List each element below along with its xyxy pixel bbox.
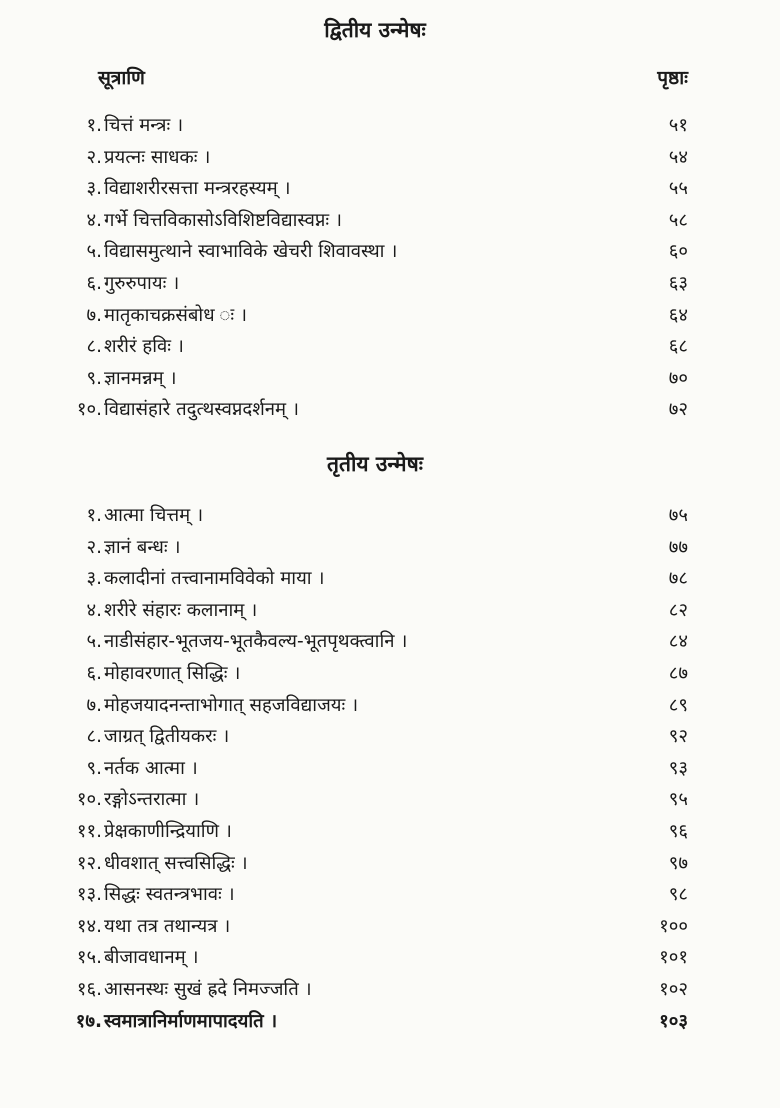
toc-entry <box>0 721 780 753</box>
sutra-text: सिद्धः स्वतन्त्रभावः । <box>104 884 235 906</box>
toc-entry <box>0 1006 780 1038</box>
sutra-text: स्वमात्रानिर्माणमापादयति । <box>104 1010 278 1032</box>
toc-entry <box>0 879 780 911</box>
toc-entry <box>0 911 780 943</box>
entry-number: १. <box>86 115 102 136</box>
page-number: ७२ <box>668 399 688 421</box>
page-number: १०२ <box>659 978 688 1000</box>
page-number: ५५ <box>668 178 688 200</box>
toc-entry <box>0 626 780 658</box>
entry-number: ५. <box>86 631 102 653</box>
page-number: ६४ <box>668 304 688 326</box>
entry-number: ११. <box>76 820 102 842</box>
sutra-text: चित्तं मन्त्रः । <box>104 115 184 136</box>
sutra-text: आसनस्थः सुखं ह्रदे निमज्जति । <box>104 978 312 1000</box>
sutra-text: शरीरे संहारः कलानाम् । <box>104 599 258 621</box>
sutra-text: यथा तत्र तथान्यत्र । <box>104 915 231 937</box>
sutra-text: धीवशात् सत्त्वसिद्धिः । <box>104 852 248 874</box>
entry-number: २. <box>86 536 102 558</box>
toc-entry <box>0 205 780 237</box>
sutra-list-section-3 <box>0 500 780 1037</box>
sutra-text: रङ्गोऽन्तरात्मा । <box>104 789 200 811</box>
entry-number: १४. <box>76 915 102 937</box>
toc-entry <box>0 394 780 426</box>
toc-entry <box>0 942 780 974</box>
sutra-text: मातृकाचक्रसंबोध ः । <box>104 304 248 326</box>
sutra-text: ज्ञानमन्नम् । <box>104 367 177 389</box>
page-number: ६३ <box>668 272 688 294</box>
sutra-text: आत्मा चित्तम् । <box>104 505 204 526</box>
toc-entry <box>0 268 780 300</box>
sutra-text: मोहावरणात् सिद्धिः । <box>104 662 241 684</box>
toc-entry <box>0 142 780 174</box>
page-number: ९२ <box>668 726 688 748</box>
entry-number: ८. <box>86 336 102 358</box>
entry-number: ६. <box>86 272 102 294</box>
page-number: ९५ <box>668 789 688 811</box>
page-number: ८२ <box>668 599 688 621</box>
sutra-text: प्रयत्नः साधकः । <box>104 146 211 168</box>
sutra-text: नर्तक आत्मा । <box>104 757 198 779</box>
column-header-sutras: सूत्राणि <box>98 67 145 89</box>
toc-entry <box>0 658 780 690</box>
page-number: ६० <box>668 241 688 263</box>
page-number: ९८ <box>668 884 688 906</box>
entry-number: १७. <box>75 1010 102 1032</box>
toc-entry <box>0 300 780 332</box>
entry-number: ९. <box>86 757 102 779</box>
page-number: ५४ <box>668 146 688 168</box>
page-number: ९७ <box>668 852 688 874</box>
page-number: ७७ <box>668 536 688 558</box>
page-number: ६८ <box>668 336 688 358</box>
page-number: ९६ <box>668 820 688 842</box>
entry-number: ७. <box>86 694 102 716</box>
toc-entry <box>0 848 780 880</box>
sutra-list-section-2 <box>0 110 780 426</box>
entry-number: २. <box>86 146 102 168</box>
section-title-tritiya-unmesha: तृतीय उन्मेषः <box>327 452 423 476</box>
entry-number: १५. <box>76 947 102 969</box>
page-number: ७० <box>668 367 688 389</box>
entry-number: ३. <box>86 568 102 590</box>
entry-number: ८. <box>86 726 102 748</box>
sutra-text: विद्यासंहारे तदुत्थस्वप्नदर्शनम् । <box>104 399 300 421</box>
sutra-text: प्रेक्षकाणीन्द्रियाणि । <box>104 820 232 842</box>
sutra-text: कलादीनां तत्त्वानामविवेको माया । <box>104 568 325 590</box>
entry-number: ५. <box>86 241 102 263</box>
page-number: १०० <box>659 915 688 937</box>
toc-entry <box>0 110 780 142</box>
entry-number: १२. <box>76 852 102 874</box>
entry-number: १. <box>86 505 102 526</box>
toc-entry <box>0 236 780 268</box>
page-number: ५८ <box>668 209 688 231</box>
sutra-text: मोहजयादनन्ताभोगात् सहजविद्याजयः । <box>104 694 359 716</box>
sutra-text: शरीरं हविः । <box>104 336 184 358</box>
entry-number: १३. <box>76 884 102 906</box>
sutra-text: गुरुरुपायः । <box>104 272 180 294</box>
toc-entry <box>0 595 780 627</box>
page-number: १०१ <box>659 947 688 969</box>
toc-entry <box>0 974 780 1006</box>
entry-number: १०. <box>76 399 102 421</box>
page-number: ८४ <box>668 631 688 653</box>
toc-entry <box>0 500 780 532</box>
toc-entry <box>0 753 780 785</box>
page-number: ८७ <box>668 662 688 684</box>
sutra-text: विद्यासमुत्थाने स्वाभाविके खेचरी शिवावस्था । <box>104 241 398 263</box>
page-number: ८९ <box>668 694 688 716</box>
sutra-text: गर्भे चित्तविकासोऽविशिष्टविद्यास्वप्नः । <box>104 209 343 231</box>
sutra-text: ज्ञानं बन्धः । <box>104 536 181 558</box>
toc-entry <box>0 363 780 395</box>
sutra-text: विद्याशरीरसत्ता मन्त्ररहस्यम् । <box>104 178 291 200</box>
page-number: ७८ <box>668 568 688 590</box>
toc-entry <box>0 816 780 848</box>
toc-entry <box>0 690 780 722</box>
toc-entry <box>0 784 780 816</box>
sutra-text: नाडीसंहार-भूतजय-भूतकैवल्य-भूतपृथक्त्वानि । <box>104 631 408 653</box>
section-title-dvitiya-unmesha: द्वितीय उन्मेषः <box>324 18 426 42</box>
toc-entry <box>0 173 780 205</box>
toc-entry <box>0 563 780 595</box>
entry-number: ४. <box>86 209 102 231</box>
toc-entry <box>0 331 780 363</box>
sutra-text: बीजावधानम् । <box>104 947 199 969</box>
entry-number: ६. <box>86 662 102 684</box>
entry-number: ९. <box>86 367 102 389</box>
entry-number: ४. <box>86 599 102 621</box>
page-number: १०३ <box>659 1010 688 1032</box>
entry-number: ७. <box>86 304 102 326</box>
column-header-pages: पृष्ठाः <box>657 67 688 89</box>
page-number: ९३ <box>668 757 688 779</box>
toc-entry <box>0 532 780 564</box>
page-number: ५१ <box>668 115 688 136</box>
page-number: ७५ <box>668 505 688 526</box>
entry-number: १०. <box>76 789 102 811</box>
entry-number: ३. <box>86 178 102 200</box>
entry-number: १६. <box>76 978 102 1000</box>
sutra-text: जाग्रत् द्वितीयकरः । <box>104 726 230 748</box>
